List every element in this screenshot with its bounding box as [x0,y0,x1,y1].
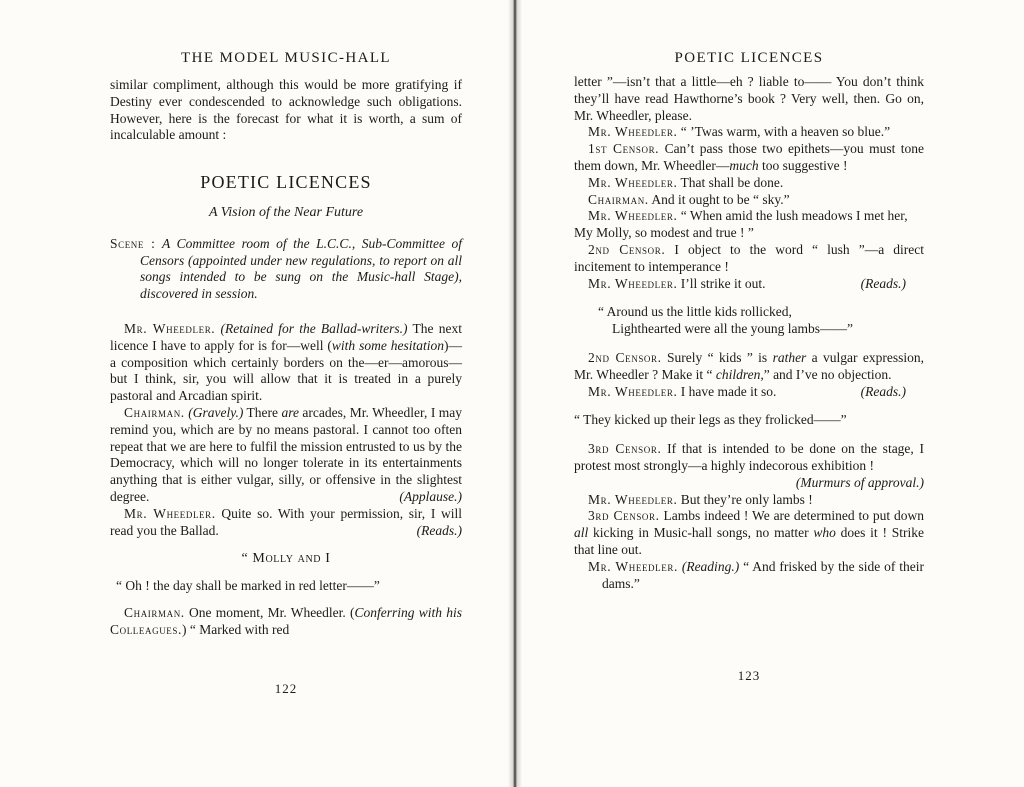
dialogue-paragraph: letter ”—isn’t that a little—eh ? liable to—— You don’t think they’ll have read Hawthorne’s book ? Very well, then. Go on, Mr. Wheedler, please. [574,74,924,123]
dialogue-paragraph: Mr. Wheedler. I have made it so. (Reads.) [588,383,906,399]
dialogue-paragraph: Mr. Wheedler. (Retained for the Ballad-writers.) The next licence I have to apply for is for—well (with some hesitation)—a composition which certainly borders on the—er—amorous—but I think, sir, you will allow that it is treated in a purely pastoral and Arcadian spirit. [110,320,463,404]
speaker: Mr. Wheedler. [588,558,678,574]
speaker: Mr. Wheedler. [588,124,678,140]
page-body [110,77,462,639]
stage-direction: (Reading.) [681,558,740,574]
dialogue-paragraph: Mr. Wheedler. (Reading.) “ And frisked by the side of their dams.” [588,558,924,591]
page-number: 122 [274,681,298,696]
speaker: Mr. Wheedler. [588,491,678,507]
right-page [574,0,924,787]
stage-direction: (Gravely.) [188,404,244,420]
stage-direction: (Reads.) [860,383,906,399]
dialogue-paragraph: Mr. Wheedler. “ When amid the lush meadows I met her, [588,208,908,224]
intro-paragraph: similar compliment, although this would be more gratifying if Destiny ever condescended to acknowledge such obligations. However, here is the forecast for what it is worth, a sum of incalculable amount : [110,77,462,143]
page-number: 123 [737,668,761,683]
dialogue-paragraph: Mr. Wheedler. But they’re only lambs ! [588,491,813,507]
stage-direction: (Applause.) [399,488,462,504]
page-body [574,74,924,592]
speaker: 3rd Censor. [588,508,660,524]
verse-line: Lighthearted were all the young lambs——” [612,321,854,337]
dialogue-paragraph: Mr. Wheedler. “ ’Twas warm, with a heaven so blue.” [588,124,891,140]
scene-text: A Committee room of the L.C.C., Sub-Committee of Censors (appointed under new regulations, to report on all songs intended to be sung on the Music-hall Stage), discovered in session. [140,235,462,302]
dialogue-paragraph: 3rd Censor. Lambs indeed ! We are determined to put down all kicking in Music-hall songs, no matter who does it ! Strike that line out. [574,508,924,557]
song-title: “ Molly and I [241,551,331,567]
dialogue-paragraph: Chairman. One moment, Mr. Wheedler. (Conferring with his Colleagues.) “ Marked with red [110,604,463,637]
speaker: Chairman. [124,604,185,620]
verse-line: My Molly, so modest and true ! ” [574,225,754,241]
speaker: Mr. Wheedler. [124,320,216,336]
dialogue-paragraph: 2nd Censor. I object to the word “ lush ”—a direct incitement to intemperance ! [574,241,925,274]
dialogue-paragraph: Mr. Wheedler. I’ll strike it out. (Reads.) [588,275,906,291]
verse-line: “ They kicked up their legs as they frolicked——” [574,412,847,428]
scene-label: Scene : [110,235,156,251]
speaker: Mr. Wheedler. [588,383,678,399]
speaker: 2nd Censor. [588,349,662,365]
speaker: Mr. Wheedler. [588,275,678,291]
running-head: THE MODEL MUSIC-HALL [181,50,391,66]
verse-line: “ Oh ! the day shall be marked in red letter——” [116,578,380,594]
dialogue-paragraph: Chairman. And it ought to be “ sky.” [588,191,790,207]
stage-direction: (Murmurs of approval.) [795,474,924,490]
dialogue-paragraph: 2nd Censor. Surely “ kids ” is rather a vulgar expression, Mr. Wheedler ? Make it “ children,” and I’ve no objection. [574,349,925,382]
speaker: Mr. Wheedler. [588,174,678,190]
speaker: 3rd Censor. [588,441,662,457]
scene-description [110,236,462,303]
dialogue-paragraph: 1st Censor. Can’t pass those two epithets—you must tone them down, Mr. Wheedler—much too suggestive ! [574,141,924,173]
dialogue-paragraph: 3rd Censor. If that is intended to be done on the stage, I protest most strongly—a highly indecorous exhibition ! (Murmurs of approval.) [574,441,924,490]
stage-direction: (Reads.) [860,275,906,291]
stage-direction: (Reads.) [416,522,462,538]
speaker: Mr. Wheedler. [588,208,678,224]
chapter-subtitle: A Vision of the Near Future [208,204,364,220]
left-page [110,0,462,787]
dialogue-paragraph: Chairman. (Gravely.) There are arcades, Mr. Wheedler, I may remind you, which are by no means pastoral. I cannot too often repeat that we are here to fulfil the mission entrusted to us by the Democracy, which will no longer tolerate in its entertainments anything that is either vulgar, silly, or offensive in the slightest degree. (Applause.) [110,404,463,504]
speaker: Chairman. [124,404,185,420]
speaker: 1st Censor. [588,141,660,157]
speaker: Mr. Wheedler. [124,505,216,521]
stage-direction: (Retained for the Ballad-writers.) [220,320,408,336]
dialogue-paragraph: Mr. Wheedler. Quite so. With your permission, sir, I will read you the Ballad. (Reads.) [110,505,463,538]
speaker: Chairman. [588,191,649,207]
speaker: 2nd Censor. [588,241,666,257]
running-head: POETIC LICENCES [674,50,824,66]
chapter-title: POETIC LICENCES [200,172,372,193]
dialogue-paragraph: Mr. Wheedler. That shall be done. [588,174,784,190]
book-spine [508,0,522,787]
verse-line: “ Around us the little kids rollicked, [598,304,792,320]
